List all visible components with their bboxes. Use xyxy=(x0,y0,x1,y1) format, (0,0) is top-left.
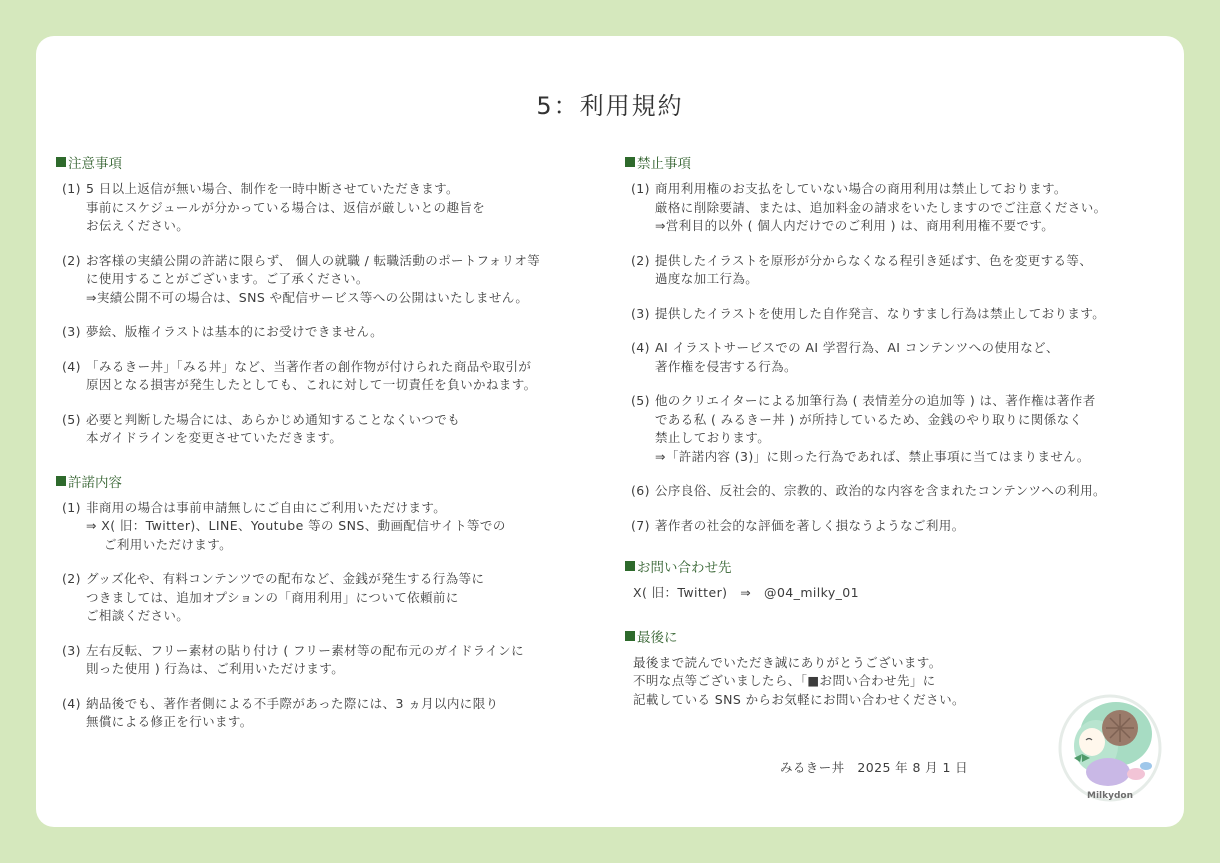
list-item xyxy=(631,482,1195,501)
item-number: (4) xyxy=(631,340,650,355)
item-line: 非商用の場合は事前申請無しにご自由にご利用いただけます。 xyxy=(86,499,447,515)
square-bullet-icon xyxy=(625,157,635,167)
item-line: グッズ化や、有料コンテンツでの配布など、金銭が発生する行為等に xyxy=(86,571,485,586)
list-item xyxy=(62,499,616,555)
item-line: 禁止しております。 xyxy=(655,430,771,445)
closing-heading-text: 最後に xyxy=(637,629,678,646)
item-number: (2) xyxy=(62,252,81,268)
notes-list xyxy=(56,180,616,448)
item-number: (5) xyxy=(62,411,81,427)
item-number: (2) xyxy=(62,571,81,586)
list-item xyxy=(62,358,616,395)
item-text xyxy=(86,411,616,448)
item-line: ⇒ X( 旧：Twitter)、LINE、Youtube 等の SNS、動画配信サイト等での xyxy=(86,518,506,533)
list-item xyxy=(631,252,1195,289)
item-number: (1) xyxy=(62,499,81,515)
item-text xyxy=(655,180,1195,236)
item-line: ⇒実績公開不可の場合は、SNS や配信サービス等への公開はいたしません。 xyxy=(86,289,529,305)
mascot-label: Milkydon xyxy=(1086,791,1134,801)
item-line: お伝えください。 xyxy=(86,218,190,233)
item-text xyxy=(86,358,616,395)
closing-line: 最後まで読んでいただき誠にありがとうございます。 xyxy=(633,654,942,670)
prohibited-list xyxy=(625,180,1195,535)
permissions-list xyxy=(56,499,616,732)
item-text xyxy=(86,695,616,732)
left-column xyxy=(56,152,616,732)
contact-heading xyxy=(625,556,1195,576)
item-line: 本ガイドラインを変更させていただきます。 xyxy=(86,430,343,445)
item-line: 「みるきー丼」「みる丼」など、当著作者の創作物が付けられた商品や取引が xyxy=(86,358,532,374)
permissions-heading xyxy=(56,471,616,491)
item-number: (2) xyxy=(631,252,650,268)
list-item xyxy=(62,695,616,732)
item-line: AI イラストサービスでの AI 学習行為、AI コンテンツへの使用など、 xyxy=(655,340,1059,355)
list-item xyxy=(62,252,616,308)
item-text xyxy=(86,642,616,679)
page-title: 5：利用規約 xyxy=(536,92,684,120)
list-item xyxy=(62,323,616,342)
item-line: つきましては、追加オプションの「商用利用」について依頼前に xyxy=(86,589,459,605)
item-line: に使用することがございます。ご了承ください。 xyxy=(86,271,369,286)
list-item xyxy=(62,180,616,236)
item-number: (1) xyxy=(631,181,650,196)
closing-line: 記載している SNS からお気軽にお問い合わせください。 xyxy=(633,691,965,707)
item-line: ご利用いただけます。 xyxy=(104,536,233,552)
item-text xyxy=(655,392,1195,466)
item-text xyxy=(86,499,616,555)
item-line: 提供したイラストを原形が分からなくなる程引き延ばす、色を変更する等、 xyxy=(655,252,1093,268)
item-number: (6) xyxy=(631,483,650,498)
item-line: 無償による修正を行います。 xyxy=(86,714,253,729)
contact-heading-text: お問い合わせ先 xyxy=(637,560,732,576)
item-text xyxy=(655,517,1195,536)
prohibited-heading-text: 禁止事項 xyxy=(637,156,691,172)
list-item xyxy=(62,411,616,448)
item-line: 原因となる損害が発生したとしても、これに対して一切責任を負いかねます。 xyxy=(86,377,537,392)
closing-heading xyxy=(625,626,1195,646)
item-line: 著作権を侵害する行為。 xyxy=(655,358,797,374)
permissions-heading-text: 許諾内容 xyxy=(68,474,122,491)
item-number: (7) xyxy=(631,517,650,533)
item-line: である私 ( みるきー丼 ) が所持しているため、金銭のやり取りに関係なく xyxy=(655,411,1083,427)
notes-heading xyxy=(56,152,616,172)
item-text xyxy=(655,305,1195,324)
item-text xyxy=(86,252,616,308)
right-column xyxy=(625,152,1195,709)
item-text xyxy=(655,252,1195,289)
square-bullet-icon xyxy=(625,631,635,641)
item-line: 5 日以上返信が無い場合、制作を一時中断させていただきます。 xyxy=(86,181,459,196)
item-line: 商用利用権のお支払をしていない場合の商用利用は禁止しております。 xyxy=(655,181,1067,196)
list-item xyxy=(62,570,616,626)
item-line: ご相談ください。 xyxy=(86,608,190,623)
item-number: (4) xyxy=(62,695,81,711)
item-text xyxy=(86,570,616,626)
item-text xyxy=(655,482,1195,501)
item-line: 過度な加工行為。 xyxy=(655,271,759,286)
item-line: 則った使用 ) 行為は、ご利用いただけます。 xyxy=(86,661,345,676)
item-line: 公序良俗、反社会的、宗教的、政治的な内容を含まれたコンテンツへの利用。 xyxy=(655,483,1106,498)
item-line: 左右反転、フリー素材の貼り付け ( フリー素材等の配布元のガイドラインに xyxy=(86,642,524,658)
item-line: 納品後でも、著作者側による不手際があった際には、3 ヵ月以内に限り xyxy=(86,695,499,711)
item-line: お客様の実績公開の許諾に限らず、 個人の就職 / 転職活動のポートフォリオ等 xyxy=(86,252,541,268)
signature: みるきー丼 2025 年 8 月 1 日 xyxy=(780,760,969,775)
item-number: (3) xyxy=(62,324,81,339)
closing-line: 不明な点等ございましたら、「■お問い合わせ先」に xyxy=(633,673,936,688)
item-line: 夢絵、版権イラストは基本的にお受けできません。 xyxy=(86,324,384,339)
item-number: (3) xyxy=(631,305,650,321)
square-bullet-icon xyxy=(56,157,66,167)
item-number: (5) xyxy=(631,393,650,408)
item-number: (1) xyxy=(62,181,81,196)
item-line: 著作者の社会的な評価を著しく損なうようなご利用。 xyxy=(655,517,965,533)
list-item xyxy=(631,305,1195,324)
item-line: 提供したイラストを使用した自作発言、なりすまし行為は禁止しております。 xyxy=(655,305,1106,321)
prohibited-heading xyxy=(625,152,1195,172)
item-text xyxy=(86,323,616,342)
list-item xyxy=(631,392,1195,466)
contact-line: X( 旧：Twitter) ⇒ @04_milky_01 xyxy=(633,585,859,600)
item-text xyxy=(655,339,1195,376)
item-line: 事前にスケジュールが分かっている場合は、返信が厳しいとの趣旨を xyxy=(86,199,486,215)
item-line: ⇒営利目的以外 ( 個人内だけでのご利用 ) は、商用利用権不要です。 xyxy=(655,218,1055,233)
item-number: (3) xyxy=(62,642,81,658)
item-line: 厳格に削除要請、または、追加料金の請求をいたしますのでご注意ください。 xyxy=(655,199,1107,215)
item-text xyxy=(86,180,616,236)
item-line: 他のクリエイターによる加筆行為 ( 表情差分の追加等 ) は、著作権は著作者 xyxy=(655,393,1096,408)
square-bullet-icon xyxy=(625,561,635,571)
list-item xyxy=(62,642,616,679)
square-bullet-icon xyxy=(56,476,66,486)
item-line: 必要と判断した場合には、あらかじめ通知することなくいつでも xyxy=(86,411,461,427)
list-item xyxy=(631,339,1195,376)
mascot-illustration xyxy=(1056,694,1164,806)
list-item xyxy=(631,517,1195,536)
item-line: ⇒「許諾内容 (3)」に則った行為であれば、禁止事項に当てはまりません。 xyxy=(655,448,1090,464)
item-number: (4) xyxy=(62,358,81,374)
list-item xyxy=(631,180,1195,236)
notes-heading-text: 注意事項 xyxy=(68,156,122,172)
mascot-logo xyxy=(1056,694,1164,806)
